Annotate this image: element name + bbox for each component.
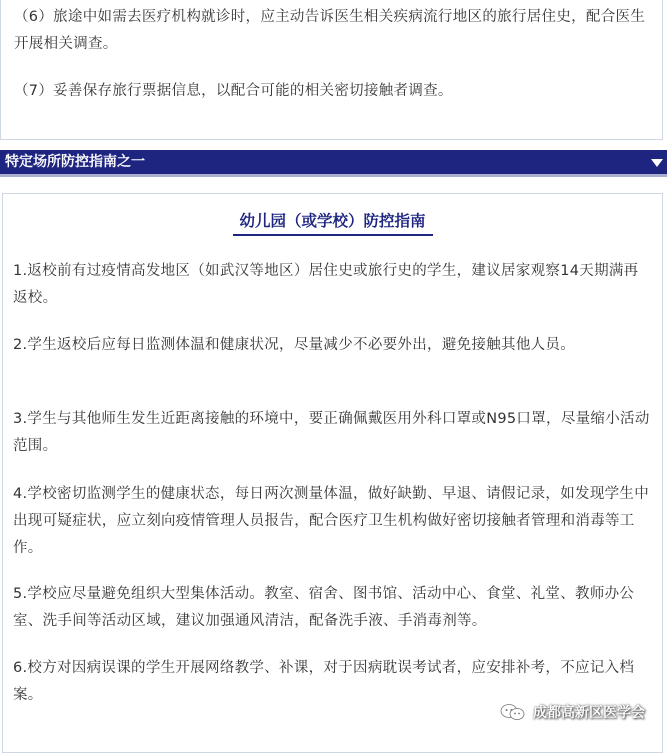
previous-section-card [0, 0, 663, 140]
guide-item-4: 4.学校密切监测学生的健康状态，每日两次测量体温，做好缺勤、早退、请假记录，如发现学生中出现可疑症状，应立刻向疫情管理人员报告，配合医疗卫生机构做好密切接触者管理和消毒等工作。 [13, 486, 650, 556]
guide-item-6: 6.校方对因病误课的学生开展网络教学、补课，对于因病耽误考试者，应安排补考，不应记入档案。 [13, 660, 635, 703]
guide-item-2: 2.学生返校后应每日监测体温和健康状况，尽量减少不必要外出，避免接触其他人员。 [13, 337, 576, 353]
section-header-shadow [0, 174, 667, 177]
section-title: 特定场所防控指南之一 [5, 154, 145, 170]
guide-item-3: 3.学生与其他师生发生近距离接触的环境中，要正确佩戴医用外科口罩或N95口罩，尽量缩小活动范围。 [13, 411, 650, 454]
guide-heading: 幼儿园（或学校）防控指南 [239, 212, 426, 230]
travel-tip-7: （7）妥善保存旅行票据信息，以配合可能的相关密切接触者调查。 [14, 83, 453, 99]
guide-card [2, 193, 663, 753]
heading-underline [233, 234, 433, 236]
guide-item-1: 1.返校前有过疫情高发地区（如武汉等地区）居住史或旅行史的学生，建议居家观察14天期满再返校。 [13, 263, 639, 306]
watermark [500, 701, 645, 723]
section-header [0, 150, 667, 174]
watermark-text: 成都高新区医学会 [533, 705, 645, 721]
guide-item-5: 5.学校应尽量避免组织大型集体活动。教室、宿舍、图书馆、活动中心、食堂、礼堂、教师办公室、洗手间等活动区域，建议加强通风清洁，配备洗手液、手消毒剂等。 [13, 586, 635, 629]
travel-tip-6: （6）旅途中如需去医疗机构就诊时，应主动告诉医生相关疾病流行地区的旅行居住史，配合医生开展相关调查。 [14, 9, 646, 52]
wechat-icon [500, 703, 526, 721]
triangle-down-icon [651, 159, 663, 167]
